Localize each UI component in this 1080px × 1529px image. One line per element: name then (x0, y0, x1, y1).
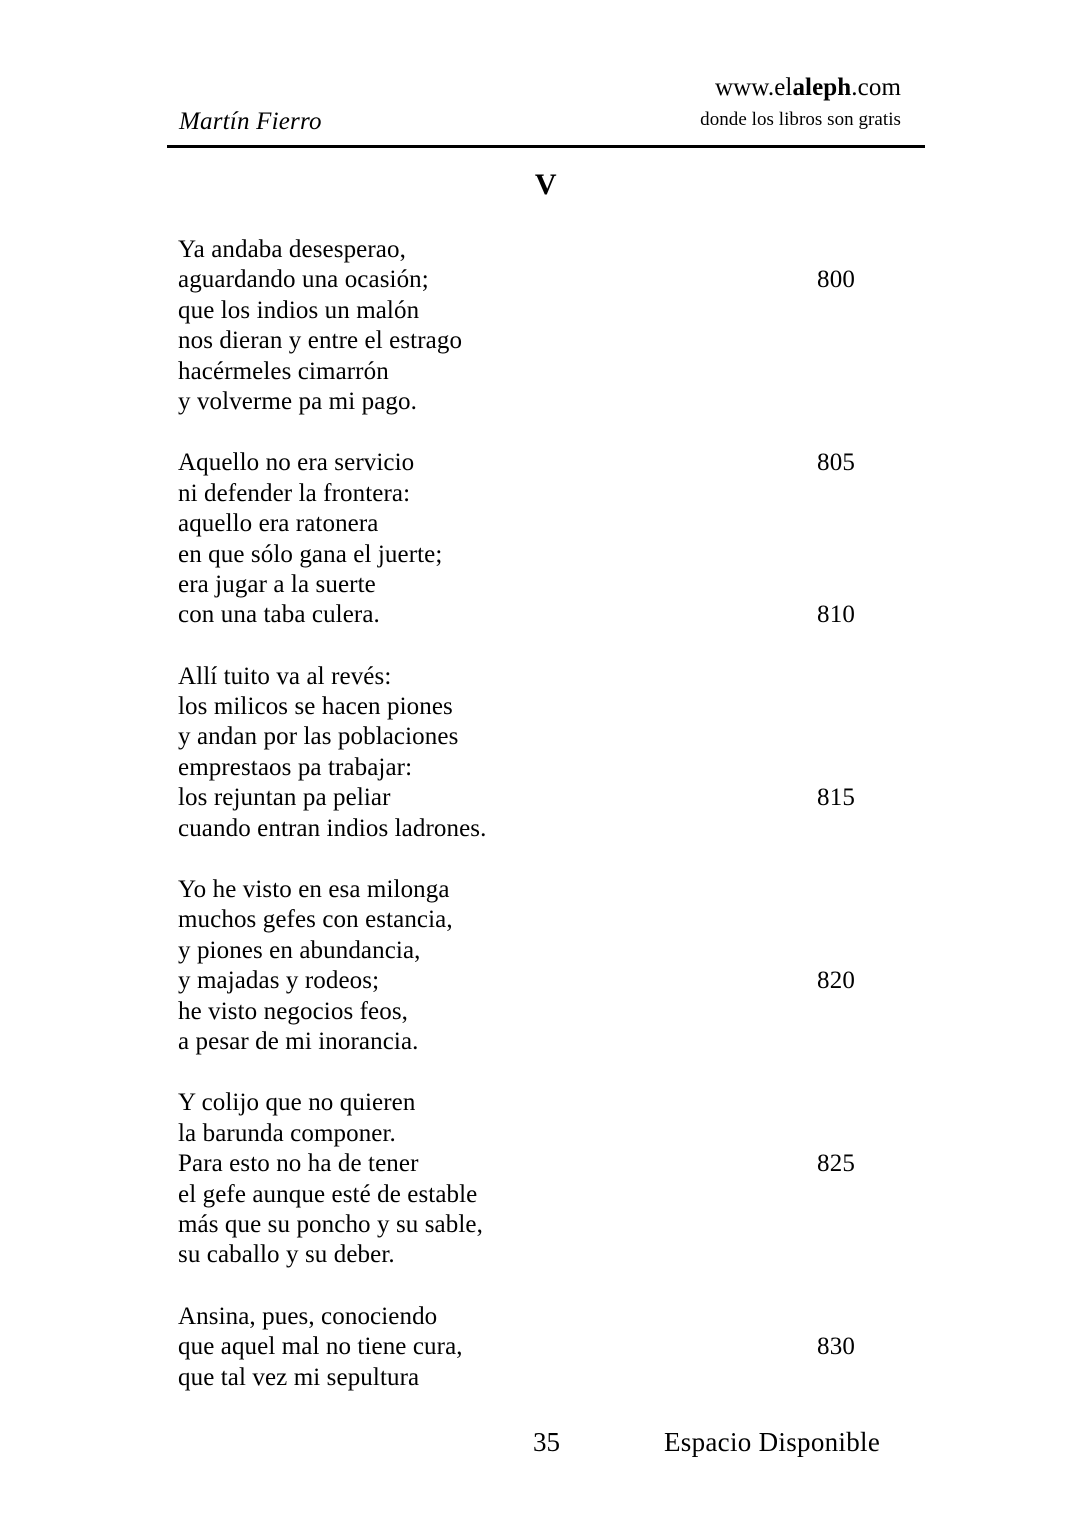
verse-text: Para esto no ha de tener (178, 1150, 419, 1178)
verse-text: Y colijo que no quieren (178, 1089, 416, 1117)
verse-text: la barunda componer. (178, 1119, 396, 1147)
verse-line (178, 1240, 938, 1270)
verse-line (178, 936, 938, 966)
verse-line (178, 479, 938, 509)
verse-line (178, 966, 938, 996)
verse-line (178, 722, 938, 752)
verse-text: en que sólo gana el juerte; (178, 540, 443, 568)
site-url-suffix: .com (851, 74, 901, 101)
verse-line (178, 1088, 938, 1118)
verse-text: he visto negocios feos, (178, 997, 409, 1025)
stanza (178, 662, 938, 844)
verse-line-number: 805 (817, 449, 856, 477)
verse-line (178, 1180, 938, 1210)
verse-line (178, 997, 938, 1027)
verse-line-number: 820 (817, 967, 856, 995)
verse-line (178, 448, 938, 478)
verse-text: que tal vez mi sepultura (178, 1363, 420, 1391)
page-number: 35 (533, 1427, 560, 1457)
verse-text: con una taba culera. (178, 601, 380, 629)
verse-text: y majadas y rodeos; (178, 967, 380, 995)
verse-line (178, 692, 938, 722)
verse-text: ni defender la frontera: (178, 479, 411, 507)
verse-line (178, 1332, 938, 1362)
verse-line (178, 357, 938, 387)
verse-text: era jugar a la suerte (178, 570, 376, 598)
verse-text: el gefe aunque esté de estable (178, 1180, 478, 1208)
verse-text: hacérmeles cimarrón (178, 357, 389, 385)
verse-line (178, 235, 938, 265)
verse-line-number: 825 (817, 1150, 856, 1178)
verse-text: Ya andaba desesperao, (178, 236, 406, 263)
verse-text: su caballo y su deber. (178, 1241, 395, 1269)
site-url (700, 71, 901, 106)
verse-line-number: 800 (817, 266, 856, 294)
verse-line-number: 810 (817, 601, 856, 629)
verse-line (178, 1210, 938, 1240)
verse-text: aquello era ratonera (178, 510, 379, 538)
verse-line (178, 326, 938, 356)
verse-line (178, 296, 938, 326)
verse-text: cuando entran indios ladrones. (178, 814, 487, 842)
site-url-brand: aleph (792, 74, 852, 101)
poem-body (178, 235, 938, 1424)
site-tagline: donde los libros son gratis (700, 108, 901, 130)
verse-text: y volverme pa mi pago. (178, 387, 417, 415)
verse-line (178, 1149, 938, 1179)
site-url-prefix: www.el (715, 74, 793, 101)
stanza (178, 1088, 938, 1270)
verse-line (178, 540, 938, 570)
publisher-block (700, 71, 901, 133)
header-divider (167, 145, 925, 148)
verse-line (178, 783, 938, 813)
verse-line-number: 830 (817, 1333, 856, 1361)
verse-text: emprestaos pa trabajar: (178, 753, 413, 781)
verse-text: y piones en abundancia, (178, 936, 421, 964)
book-title: Martín Fierro (179, 108, 322, 135)
verse-text: y andan por las poblaciones (178, 723, 459, 751)
verse-line (178, 1119, 938, 1149)
page-footer (0, 1425, 1080, 1467)
verse-line (178, 570, 938, 600)
verse-line (178, 387, 938, 417)
verse-text: los milicos se hacen piones (178, 693, 453, 721)
verse-text: que aquel mal no tiene cura, (178, 1333, 463, 1361)
stanza (178, 235, 938, 417)
footer-note: Espacio Disponible (664, 1427, 881, 1457)
verse-text: más que su poncho y su sable, (178, 1210, 483, 1238)
verse-line (178, 905, 938, 935)
verse-line (178, 600, 938, 630)
section-heading: V (534, 168, 558, 201)
verse-line (178, 1302, 938, 1332)
verse-line (178, 814, 938, 844)
verse-line (178, 662, 938, 692)
verse-text: nos dieran y entre el estrago (178, 327, 463, 355)
verse-text: muchos gefes con estancia, (178, 906, 453, 934)
page-header (167, 62, 925, 150)
verse-text: los rejuntan pa peliar (178, 784, 391, 812)
verse-text: a pesar de mi inorancia. (178, 1027, 419, 1055)
verse-line (178, 875, 938, 905)
verse-text: Yo he visto en esa milonga (178, 876, 450, 904)
verse-text: Allí tuito va al revés: (178, 662, 392, 690)
verse-text: Aquello no era servicio (178, 449, 415, 477)
verse-line (178, 509, 938, 539)
verse-text: Ansina, pues, conociendo (178, 1302, 438, 1330)
verse-line (178, 1363, 938, 1393)
verse-line (178, 1027, 938, 1057)
verse-line (178, 753, 938, 783)
verse-line (178, 265, 938, 295)
verse-text: aguardando una ocasión; (178, 266, 429, 294)
verse-line-number: 815 (817, 784, 856, 812)
stanza (178, 448, 938, 630)
verse-text: que los indios un malón (178, 296, 420, 324)
stanza (178, 1302, 938, 1393)
stanza (178, 875, 938, 1057)
